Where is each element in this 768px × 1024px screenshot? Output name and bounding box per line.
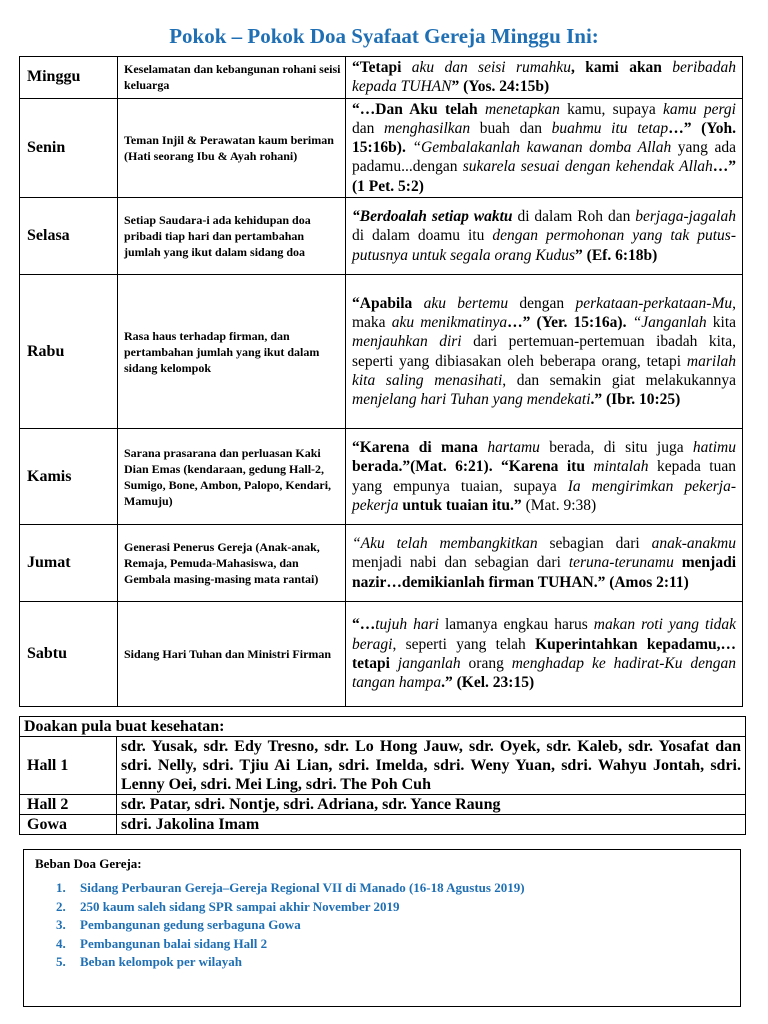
- item-text: Beban kelompok per wilayah: [80, 954, 242, 969]
- list-item: [56, 935, 525, 954]
- burden-list: [56, 879, 525, 972]
- verse-segment: buahmu itu tetap: [551, 119, 669, 137]
- hall-names: sdr. Yusak, sdr. Edy Tresno, sdr. Lo Hong Jauw, sdr. Oyek, sdr. Kaleb, sdr. Yosafat dan sdri. Nelly, sdri. Tjiu Ai Lian, sdri. Imelda, sdri. Weny Yuan, sdri. Wahyu Jontah, sdri. Lenny Oei, sdri. Mei Ling, sdri. The Poh Cuh: [117, 737, 746, 795]
- verse-segment: perkataan-perkataan-Mu: [575, 294, 733, 312]
- verse-segment: kita: [706, 313, 737, 331]
- day-label: Sabtu: [20, 602, 118, 707]
- verse-segment: …” (Yer. 15:16a).: [507, 313, 633, 331]
- day-label: Minggu: [20, 57, 118, 99]
- verse-segment: sukarela sesuai dengan kehendak Allah: [462, 158, 713, 176]
- table-row: [20, 98, 743, 197]
- verse-segment: dari pertemuan-pertemuan ibadah kita, seperti yang dibiasakan oleh beberapa orang, tetapi: [352, 333, 736, 370]
- verse-segment: “Apabila: [352, 294, 424, 312]
- verse-segment: beribadah kepada TUHAN: [352, 59, 736, 96]
- verse-segment: lamanya engkau harus: [438, 616, 594, 634]
- verse-segment: (Mat. 9:38): [525, 496, 597, 514]
- item-number: 2.: [56, 898, 66, 914]
- day-label: Selasa: [20, 198, 118, 275]
- verse-segment: hatimu: [692, 438, 736, 456]
- verse-segment: menjadi nabi dan sebagian dari: [352, 554, 569, 572]
- health-title: Doakan pula buat kesehatan:: [20, 717, 746, 737]
- verse-segment: ” (Yos. 24:15b): [451, 78, 550, 96]
- page-title: Pokok – Pokok Doa Syafaat Gereja Minggu Ini:: [169, 24, 599, 48]
- hall-names: sdri. Jakolina Imam: [117, 815, 746, 835]
- item-text: 250 kaum saleh sidang SPR sampai akhir November 2019: [80, 898, 400, 914]
- verse-segment: yang ada padamu...dengan: [352, 139, 737, 176]
- verse-segment: dengan permohonan yang tak putus-putusnya untuk segala orang Kudus: [352, 227, 736, 264]
- day-label: Rabu: [20, 275, 118, 429]
- scripture-verse: [346, 57, 743, 99]
- verse-segment: marilah kita saling menasihati: [352, 352, 736, 389]
- scripture-verse: [346, 275, 743, 429]
- scripture-verse: [346, 525, 743, 602]
- verse-segment: “Karena di mana: [352, 438, 488, 456]
- verse-segment: tujuh hari: [375, 616, 439, 634]
- prayer-schedule-table: [19, 56, 743, 707]
- scripture-verse: [346, 98, 743, 197]
- burden-title: Beban Doa Gereja:: [35, 856, 142, 871]
- prayer-topic: Sidang Hari Tuhan dan Ministri Firman: [118, 602, 346, 707]
- verse-segment: makan roti yang tidak beragi: [352, 616, 737, 653]
- verse-segment: Kuperintahkan kepadamu,…tetapi: [352, 635, 737, 673]
- verse-segment: ” (Ef. 6:18b): [575, 246, 658, 264]
- verse-segment: Ia mengirimkan pekerja-pekerja: [352, 477, 737, 514]
- verse-segment: dengan: [508, 294, 576, 312]
- verse-segment: aku menikmatinya: [391, 313, 508, 331]
- verse-segment: , kami akan: [571, 59, 673, 76]
- verse-segment: menjauhkan diri: [352, 333, 462, 351]
- health-prayer-table: [19, 716, 746, 835]
- list-item: [56, 953, 525, 972]
- table-row: [20, 815, 746, 835]
- table-row: [20, 198, 743, 275]
- prayer-topic: Generasi Penerus Gereja (Anak-anak, Remaja, Pemuda-Mahasiswa, dan Gembala masing-masing mata rantai): [118, 525, 346, 602]
- verse-segment: di dalam Roh dan: [512, 208, 636, 226]
- table-row: [20, 429, 743, 525]
- day-label: Jumat: [20, 525, 118, 602]
- verse-segment: berada.”(Mat. 6:21). “Karena itu: [352, 458, 594, 476]
- item-number: 3.: [56, 917, 66, 932]
- hall-name: Hall 2: [20, 795, 117, 815]
- verse-segment: …” (1 Pet. 5:2): [352, 158, 736, 195]
- verse-segment: “Berdoalah setiap waktu: [352, 208, 513, 226]
- verse-segment: orang: [460, 655, 512, 673]
- verse-segment: kepada tuan yang empunya tuaian, supaya: [352, 458, 736, 495]
- verse-segment: hartamu: [487, 438, 540, 456]
- verse-segment: , maka: [352, 294, 736, 331]
- day-label: Kamis: [20, 429, 118, 525]
- item-text: Pembangunan gedung serbaguna Gowa: [80, 917, 301, 932]
- prayer-topic: Sarana prasarana dan perluasan Kaki Dian Emas (kendaraan, gedung Hall-2, Sumigo, Bone, Ambon, Palopo, Kendari, Mamuju): [118, 429, 346, 525]
- verse-segment: .” (Kel. 23:15): [441, 674, 535, 692]
- table-row: [20, 737, 746, 795]
- verse-segment: dan: [352, 119, 385, 137]
- verse-segment: berjaga-jagalah: [635, 208, 736, 226]
- health-title-row: [20, 717, 746, 737]
- verse-segment: anak-anakmu: [651, 535, 736, 553]
- verse-segment: kamu, supaya: [559, 100, 663, 118]
- list-item: [56, 879, 525, 898]
- item-text: Sidang Perbauran Gereja–Gereja Regional VII di Manado (16-18 Agustus 2019): [80, 880, 525, 895]
- table-row: [20, 57, 743, 99]
- hall-names: sdr. Patar, sdri. Nontje, sdri. Adriana, sdr. Yance Raung: [117, 795, 746, 815]
- verse-segment: “Janganlah: [632, 313, 707, 331]
- verse-segment: aku bertemu: [423, 294, 509, 312]
- verse-segment: …” (Yoh. 15:16b).: [352, 119, 736, 157]
- verse-segment: “…: [352, 616, 376, 634]
- verse-segment: menetapkan: [484, 100, 560, 118]
- verse-segment: , dan semakin giat melakukannya: [502, 371, 736, 389]
- verse-segment: “…Dan Aku telah: [352, 100, 485, 118]
- prayer-topic: Teman Injil & Perawatan kaum beriman (Hati seorang Ibu & Ayah rohani): [118, 98, 346, 197]
- scripture-verse: [346, 429, 743, 525]
- hall-name: Hall 1: [20, 737, 117, 795]
- verse-segment: aku dan seisi rumahku: [411, 59, 572, 76]
- verse-segment: teruna-terunamu: [568, 554, 674, 572]
- verse-segment: menghasilkan: [384, 119, 471, 137]
- verse-segment: menghadap ke hadirat-Ku dengan tangan hampa: [352, 655, 737, 692]
- item-number: 1.: [56, 880, 66, 895]
- verse-segment: mintalah: [593, 458, 649, 476]
- verse-segment: .” (Ibr. 10:25): [590, 391, 681, 409]
- verse-segment: janganlah: [397, 655, 461, 673]
- verse-segment: sebagian dari: [537, 535, 652, 553]
- church-burden-box: [23, 849, 741, 1007]
- hall-name: Gowa: [20, 815, 117, 835]
- day-label: Senin: [20, 98, 118, 197]
- list-item: [56, 916, 525, 935]
- item-number: 5.: [56, 954, 66, 969]
- table-row: [20, 795, 746, 815]
- verse-segment: “Aku telah membangkitkan: [352, 535, 538, 553]
- verse-segment: kamu pergi: [663, 100, 736, 118]
- verse-segment: “Gembalakanlah kawanan domba Allah: [412, 139, 672, 157]
- prayer-topic: Rasa haus terhadap firman, dan pertambahan jumlah yang ikut dalam sidang kelompok: [118, 275, 346, 429]
- prayer-topic: Keselamatan dan kebangunan rohani seisi keluarga: [118, 57, 346, 99]
- verse-segment: buah dan: [470, 119, 552, 137]
- list-item: [56, 898, 525, 917]
- verse-segment: “Tetapi: [352, 59, 412, 76]
- verse-segment: berada, di situ juga: [539, 438, 693, 456]
- verse-segment: di dalam doamu itu: [352, 227, 493, 245]
- scripture-verse: [346, 198, 743, 275]
- verse-segment: menjadi nazir…demikianlah firman TUHAN.” (Amos 2:11): [352, 554, 737, 591]
- table-row: [20, 275, 743, 429]
- verse-segment: menjelang hari Tuhan yang mendekati: [352, 391, 591, 409]
- verse-segment: untuk tuaian itu.”: [398, 496, 526, 514]
- scripture-verse: [346, 602, 743, 707]
- item-number: 4.: [56, 935, 66, 951]
- table-row: [20, 602, 743, 707]
- table-row: [20, 525, 743, 602]
- item-text: Pembangunan balai sidang Hall 2: [80, 935, 268, 951]
- verse-segment: , seperti yang telah: [392, 635, 536, 653]
- prayer-topic: Setiap Saudara-i ada kehidupan doa pribadi tiap hari dan pertambahan jumlah yang ikut dalam sidang doa: [118, 198, 346, 275]
